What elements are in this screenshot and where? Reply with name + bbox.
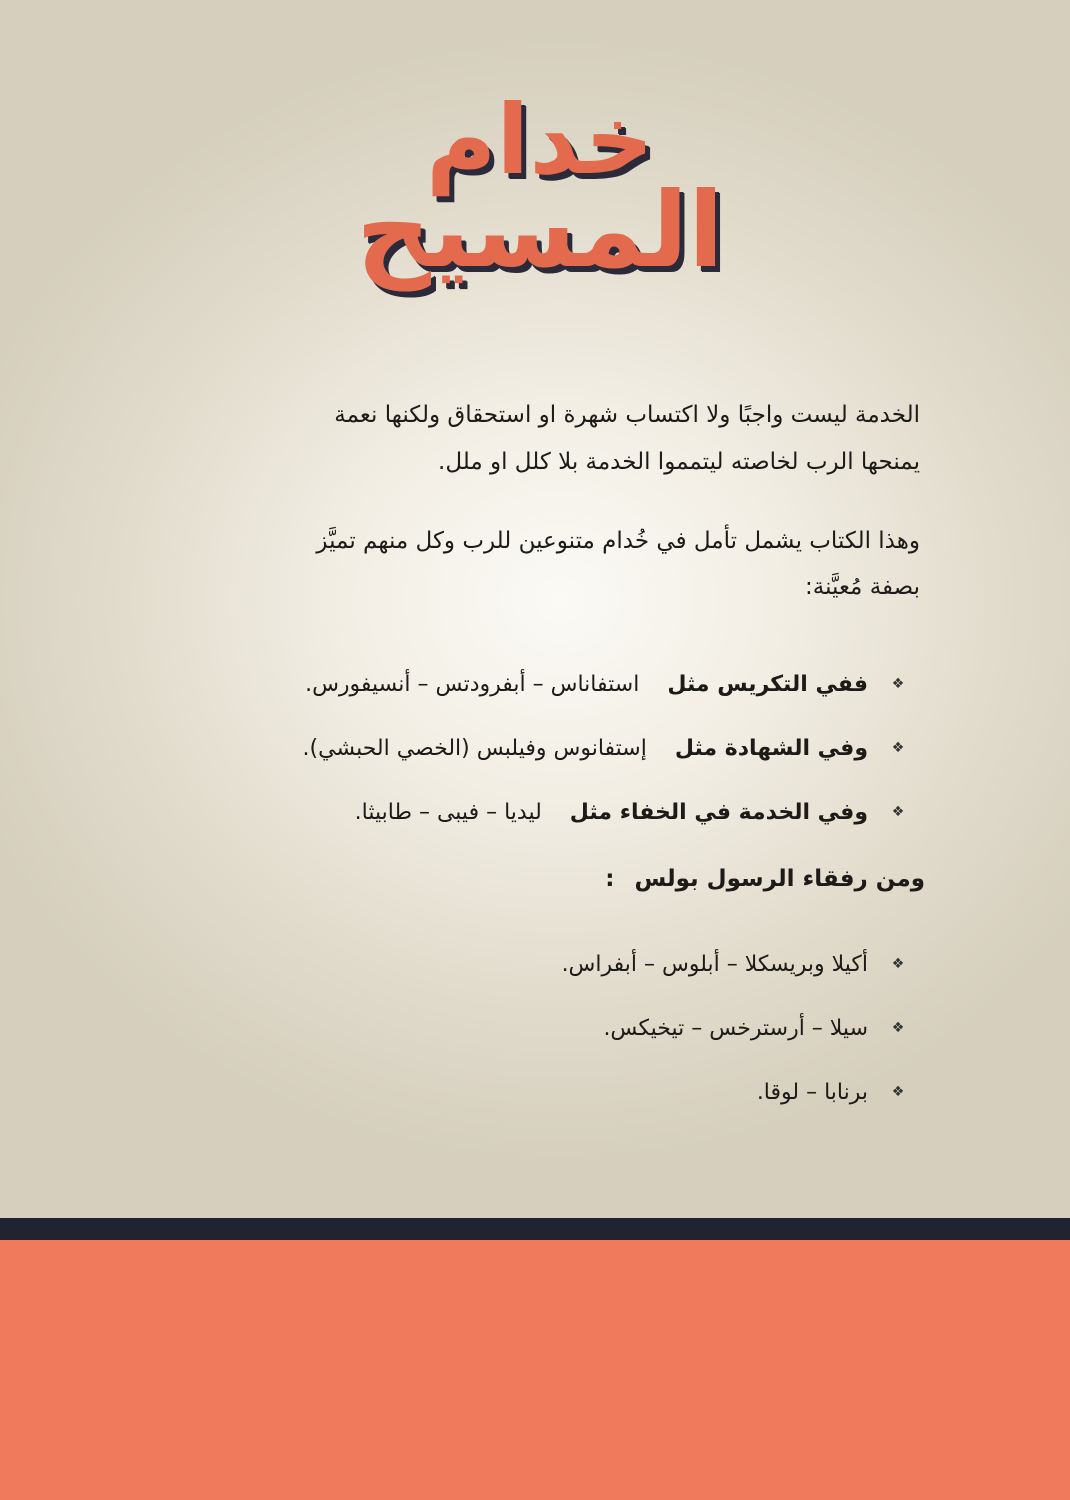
description-line-1: وهذا الكتاب يشمل تأمل في خُدام متنوعين للرب وكل منهم تميَّز — [316, 528, 920, 554]
list-item-text: سيلا – أرسترخس – تيخيكس. — [603, 1015, 868, 1041]
title-line-1: خدام — [426, 84, 654, 196]
diamond-bullet-icon: ❖ — [891, 740, 905, 756]
list-item-label: وفي الخدمة في الخفاء مثل — [569, 799, 868, 825]
description-line-2: بصفة مُعيَّنة: — [805, 574, 920, 601]
list-item — [210, 932, 910, 996]
list-item-label: ففي التكريس مثل — [667, 671, 868, 697]
intro-line-1: الخدمة ليست واجبًا ولا اكتساب شهرة او استحقاق ولكنها نعمة — [334, 402, 920, 428]
diamond-bullet-icon: ❖ — [891, 804, 905, 820]
list-item — [210, 780, 910, 844]
companions-heading-colon: : — [605, 866, 615, 892]
list-item — [210, 716, 910, 780]
list-item-text: استفاناس – أبفرودتس – أنسيفورس. — [305, 671, 640, 697]
list-item — [210, 1060, 910, 1124]
list-item — [210, 652, 910, 716]
companions-list — [210, 932, 910, 1124]
list-item-text: ليديا – فيبى – طابيثا. — [354, 799, 542, 825]
companions-heading — [605, 866, 925, 892]
diamond-bullet-icon: ❖ — [891, 956, 905, 972]
list-item-text: برنابا – لوقا. — [756, 1079, 868, 1105]
list-item-label: وفي الشهادة مثل — [674, 735, 868, 761]
title-line-2: المسيح — [356, 169, 724, 291]
dark-divider-band — [0, 1218, 1070, 1240]
description-paragraph — [150, 528, 920, 621]
list-item — [210, 996, 910, 1060]
diamond-bullet-icon: ❖ — [891, 676, 905, 692]
intro-paragraph — [150, 402, 920, 497]
companions-heading-text: ومن رفقاء الرسول بولس — [634, 866, 925, 892]
list-item-text: إستفانوس وفيلبس (الخصي الحبشي). — [302, 735, 647, 761]
orange-footer-band — [0, 1240, 1070, 1500]
diamond-bullet-icon: ❖ — [891, 1020, 905, 1036]
examples-list — [210, 652, 910, 844]
intro-line-2: يمنحها الرب لخاصته ليتمموا الخدمة بلا كلل او ملل. — [438, 449, 920, 476]
diamond-bullet-icon: ❖ — [891, 1084, 905, 1100]
list-item-text: أكيلا وبريسكلا – أبلوس – أبفراس. — [561, 951, 868, 977]
